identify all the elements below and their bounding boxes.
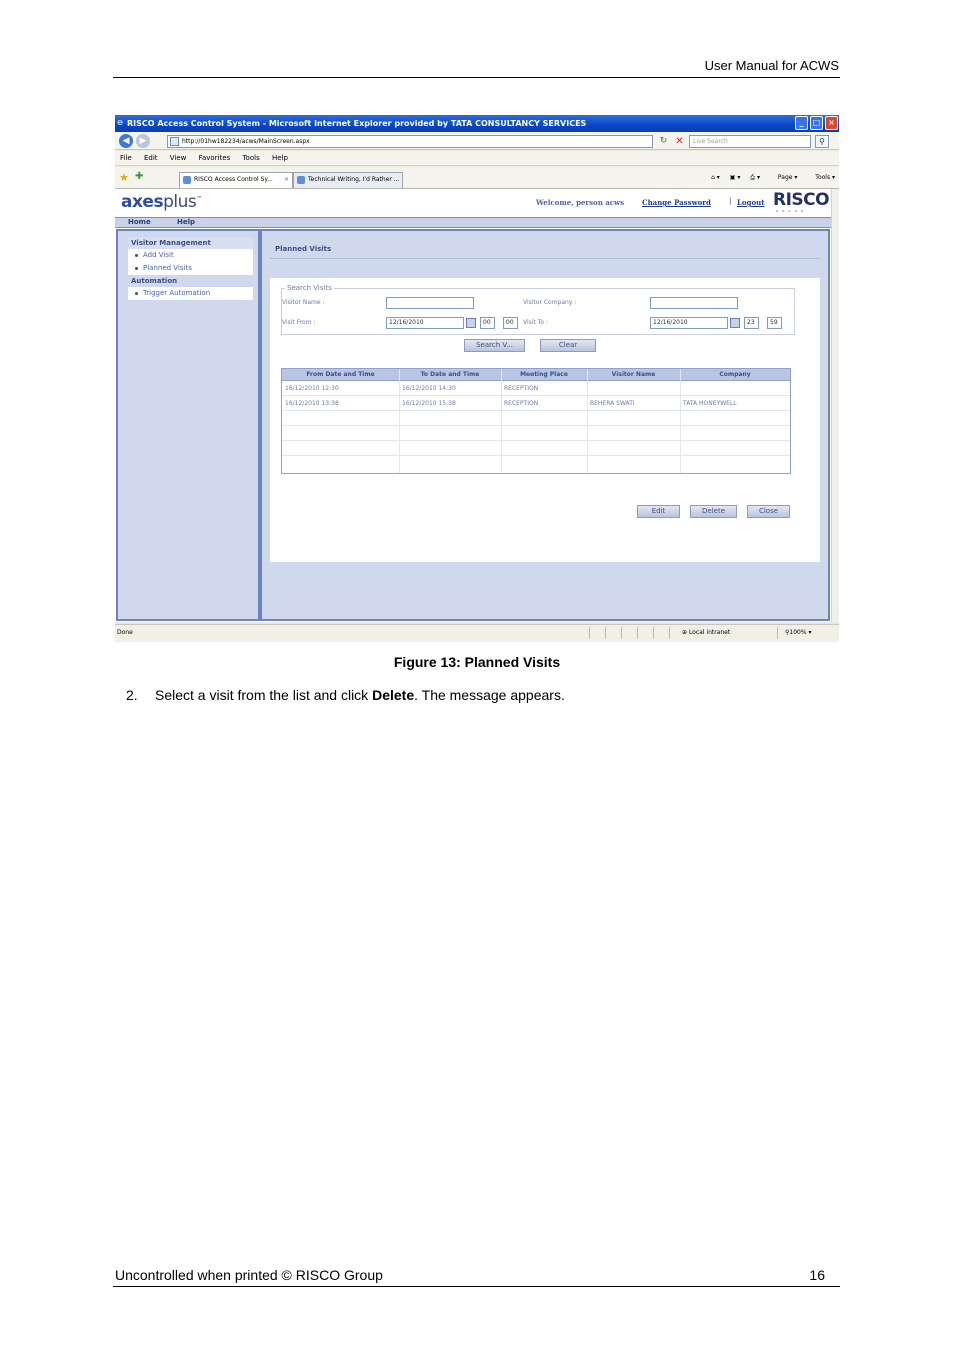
url-text: http://01hw182234/acws/MainScreen.aspx xyxy=(182,138,310,145)
column-header[interactable]: To Date and Time xyxy=(420,371,480,378)
table-cell: BEHERA SWATI xyxy=(590,400,635,407)
window-controls xyxy=(795,116,838,130)
table-cell: 16/12/2010 12:30 xyxy=(285,385,339,392)
change-password-link[interactable]: Change Password xyxy=(642,198,711,207)
visit-from-minute-field[interactable]: 00 xyxy=(503,317,518,329)
add-favorite-icon[interactable]: ✚ xyxy=(135,171,144,182)
status-divider xyxy=(589,627,590,639)
document-header xyxy=(113,58,840,78)
visit-from-label: Visit From : xyxy=(282,319,316,326)
visit-from-hour-field[interactable]: 00 xyxy=(480,317,495,329)
minimize-icon[interactable]: _ xyxy=(795,116,808,130)
document-footer xyxy=(113,1266,840,1287)
zoom-control[interactable]: ⚲100% ▾ xyxy=(785,629,812,636)
sidebar-heading-visitor-management: Visitor Management xyxy=(128,237,253,249)
footer-copyright: Uncontrolled when printed © RISCO Group xyxy=(115,1267,383,1283)
page-scrollbar[interactable] xyxy=(831,189,839,622)
menu-favorites[interactable]: Favorites xyxy=(198,154,231,162)
visitor-menu-group xyxy=(128,249,253,275)
step-emphasis: Delete xyxy=(372,687,415,703)
planned-visits-panel xyxy=(270,278,820,562)
bullet-icon xyxy=(135,267,138,270)
close-icon[interactable]: × xyxy=(825,116,838,130)
table-cell: 16/12/2010 13:38 xyxy=(285,400,339,407)
step-number: 2. xyxy=(126,687,138,703)
risco-logo-sub: GROUP xyxy=(776,209,807,213)
search-icon[interactable]: ⚲ xyxy=(815,135,829,148)
visitor-company-label: Visitor Company : xyxy=(523,299,577,306)
table-header xyxy=(282,369,790,381)
search-input[interactable] xyxy=(689,135,811,148)
search-visits-legend: Search Visits xyxy=(287,284,332,292)
web-app xyxy=(115,189,831,622)
status-divider xyxy=(637,627,638,639)
sidebar-heading-automation: Automation xyxy=(131,277,178,285)
ie-logo-icon: e xyxy=(117,118,124,128)
table-cell: RECEPTION xyxy=(504,400,539,407)
logout-link[interactable]: Logout xyxy=(737,198,765,207)
window-title: RISCO Access Control System - Microsoft Internet Explorer provided by TATA CONSULTANCY SERVICES xyxy=(127,119,587,128)
sidebar-item-trigger-automation[interactable] xyxy=(128,287,253,299)
welcome-text: Welcome, person acws xyxy=(536,198,625,207)
step-text: Select a visit from the list and click xyxy=(155,687,373,703)
sidebar-item-label: Planned Visits xyxy=(143,264,192,272)
sidebar-item-label: Trigger Automation xyxy=(143,289,211,297)
page-menu-label: Page xyxy=(777,174,793,181)
table-row-empty xyxy=(282,441,790,456)
nav-home[interactable]: Home xyxy=(128,218,151,226)
table-cell xyxy=(680,381,683,396)
menu-view[interactable]: View xyxy=(169,154,187,162)
forward-icon[interactable]: ▶ xyxy=(136,134,150,148)
tab-label: Technical Writing, I'd Rather ... xyxy=(308,176,400,183)
table-row-empty xyxy=(282,411,790,426)
sidebar-item-add-visit[interactable] xyxy=(128,249,253,261)
tab-technical-writing[interactable] xyxy=(293,172,403,188)
tab-label: RISCO Access Control Sy... xyxy=(194,176,273,183)
manual-title: User Manual for ACWS xyxy=(704,58,839,73)
risco-logo: RISCO xyxy=(773,190,830,210)
visit-to-hour-field[interactable]: 23 xyxy=(744,317,759,329)
sidebar-item-planned-visits[interactable] xyxy=(128,262,253,274)
table-cell: RECEPTION xyxy=(504,385,539,392)
status-divider xyxy=(621,627,622,639)
page-icon xyxy=(170,137,179,146)
stop-icon[interactable]: ✕ xyxy=(675,136,684,147)
menu-file[interactable]: File xyxy=(120,154,132,162)
main-content xyxy=(260,229,830,621)
tools-menu[interactable]: Tools ▾ xyxy=(815,174,835,181)
bullet-icon xyxy=(135,254,138,257)
search-button[interactable]: Search V... xyxy=(464,339,525,352)
close-button[interactable]: Close xyxy=(747,505,790,518)
logo-tm: ™ xyxy=(196,195,202,203)
edit-button[interactable]: Edit xyxy=(637,505,680,518)
calendar-icon[interactable] xyxy=(466,318,476,328)
status-divider xyxy=(653,627,654,639)
home-icon[interactable]: ⌂ ▾ xyxy=(711,174,720,181)
instruction-step xyxy=(126,687,565,703)
clear-button[interactable]: Clear xyxy=(540,339,596,352)
feeds-icon[interactable]: ▣ ▾ xyxy=(729,174,741,181)
print-icon[interactable]: ⎙ ▾ xyxy=(750,174,760,181)
menu-help[interactable]: Help xyxy=(271,154,288,162)
sidebar xyxy=(116,229,260,621)
menu-edit[interactable]: Edit xyxy=(143,154,158,162)
nav-help[interactable]: Help xyxy=(177,218,196,226)
automation-menu-group xyxy=(128,287,253,300)
table-cell xyxy=(587,381,590,396)
table-row[interactable] xyxy=(282,396,790,411)
browser-screenshot xyxy=(115,115,839,642)
visitor-company-field[interactable] xyxy=(650,297,738,309)
status-divider xyxy=(777,627,778,639)
axesplus-logo xyxy=(121,192,202,212)
visitor-name-label: Visitor Name : xyxy=(282,299,325,306)
status-divider xyxy=(669,627,670,639)
window-titlebar xyxy=(115,115,839,132)
status-divider xyxy=(605,627,606,639)
menu-bar xyxy=(115,151,839,166)
address-bar xyxy=(115,132,839,150)
visits-table xyxy=(281,368,791,474)
command-bar xyxy=(703,172,835,184)
visit-to-minute-field[interactable]: 59 xyxy=(767,317,782,329)
column-header[interactable]: Visitor Name xyxy=(611,371,656,378)
page-number: 16 xyxy=(809,1267,825,1283)
logo-rest: plus xyxy=(163,192,197,212)
menu-tools[interactable]: Tools xyxy=(242,154,260,162)
zoom-icon: ⚲ xyxy=(785,629,790,636)
page-title: Planned Visits xyxy=(270,239,820,259)
step-text-end: . The message appears. xyxy=(414,687,565,703)
visit-to-label: Visit To : xyxy=(523,319,548,326)
search-placeholder: Live Search xyxy=(693,138,728,145)
tab-page-icon xyxy=(297,176,305,184)
calendar-icon[interactable] xyxy=(730,318,740,328)
url-field[interactable] xyxy=(167,135,653,148)
column-header[interactable]: From Date and Time xyxy=(306,371,375,378)
table-row[interactable] xyxy=(282,381,790,396)
tab-bar xyxy=(115,167,839,189)
delete-button[interactable]: Delete xyxy=(690,505,737,518)
favorites-star-icon[interactable]: ★ xyxy=(119,171,129,184)
visit-from-date-field[interactable]: 12/16/2010 xyxy=(386,317,464,329)
table-cell: 16/12/2010 15:38 xyxy=(402,400,456,407)
tab-risco[interactable] xyxy=(179,172,293,188)
logo-bold: axes xyxy=(121,192,164,212)
zoom-level: 100% xyxy=(789,629,807,636)
tools-menu-label: Tools xyxy=(815,174,831,181)
column-header[interactable]: Company xyxy=(719,371,751,378)
visit-to-date-field[interactable]: 12/16/2010 xyxy=(650,317,728,329)
status-text: Done xyxy=(117,629,133,636)
tab-close-icon[interactable]: × xyxy=(283,176,289,183)
page-menu[interactable]: Page ▾ xyxy=(777,174,798,181)
visitor-name-field[interactable] xyxy=(386,297,474,309)
link-separator: | xyxy=(729,197,732,205)
maximize-icon[interactable]: □ xyxy=(810,116,823,130)
column-header[interactable]: Meeting Place xyxy=(520,371,568,378)
zone-label: Local intranet xyxy=(688,629,731,636)
tab-page-icon xyxy=(183,176,191,184)
back-icon[interactable]: ◀ xyxy=(119,134,133,148)
search-visits-fieldset xyxy=(281,284,795,335)
sidebar-item-label: Add Visit xyxy=(143,251,174,259)
bullet-icon xyxy=(135,292,138,295)
table-cell: TATA HONEYWELL xyxy=(683,400,737,407)
intranet-icon: ⊕ xyxy=(682,629,689,636)
table-row-empty xyxy=(282,426,790,441)
figure-caption: Figure 13: Planned Visits xyxy=(393,654,561,670)
refresh-icon[interactable]: ↻ xyxy=(659,136,668,146)
table-cell: 16/12/2010 14:30 xyxy=(402,385,456,392)
security-zone xyxy=(682,625,730,641)
app-nav xyxy=(115,217,831,228)
status-bar xyxy=(115,624,839,642)
